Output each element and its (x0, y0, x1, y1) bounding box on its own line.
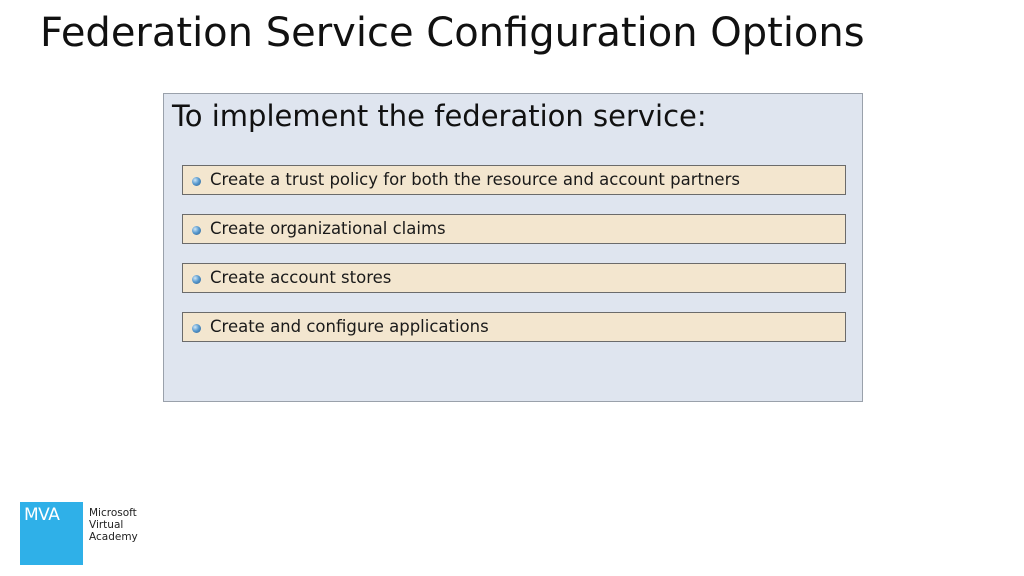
list-item-text: Create account stores (210, 268, 392, 287)
step-list (182, 165, 846, 361)
list-item-text: Create and configure applications (210, 317, 489, 336)
bullet-icon (192, 275, 201, 284)
panel-heading: To implement the federation service: (172, 99, 707, 133)
list-item (182, 263, 846, 293)
mva-caption-line: Virtual (89, 519, 124, 531)
mva-logo-text: MVA (24, 505, 60, 525)
bullet-icon (192, 226, 201, 235)
list-item-text: Create a trust policy for both the resource and account partners (210, 170, 740, 189)
bullet-icon (192, 177, 201, 186)
list-item-text: Create organizational claims (210, 219, 446, 238)
bullet-icon (192, 324, 201, 333)
mva-caption-line: Academy (89, 531, 138, 543)
slide-title: Federation Service Configuration Options (40, 10, 865, 56)
content-panel (163, 93, 863, 402)
mva-caption (89, 507, 138, 543)
list-item (182, 165, 846, 195)
list-item (182, 214, 846, 244)
mva-logo (20, 502, 83, 565)
list-item (182, 312, 846, 342)
mva-caption-line: Microsoft (89, 507, 137, 519)
